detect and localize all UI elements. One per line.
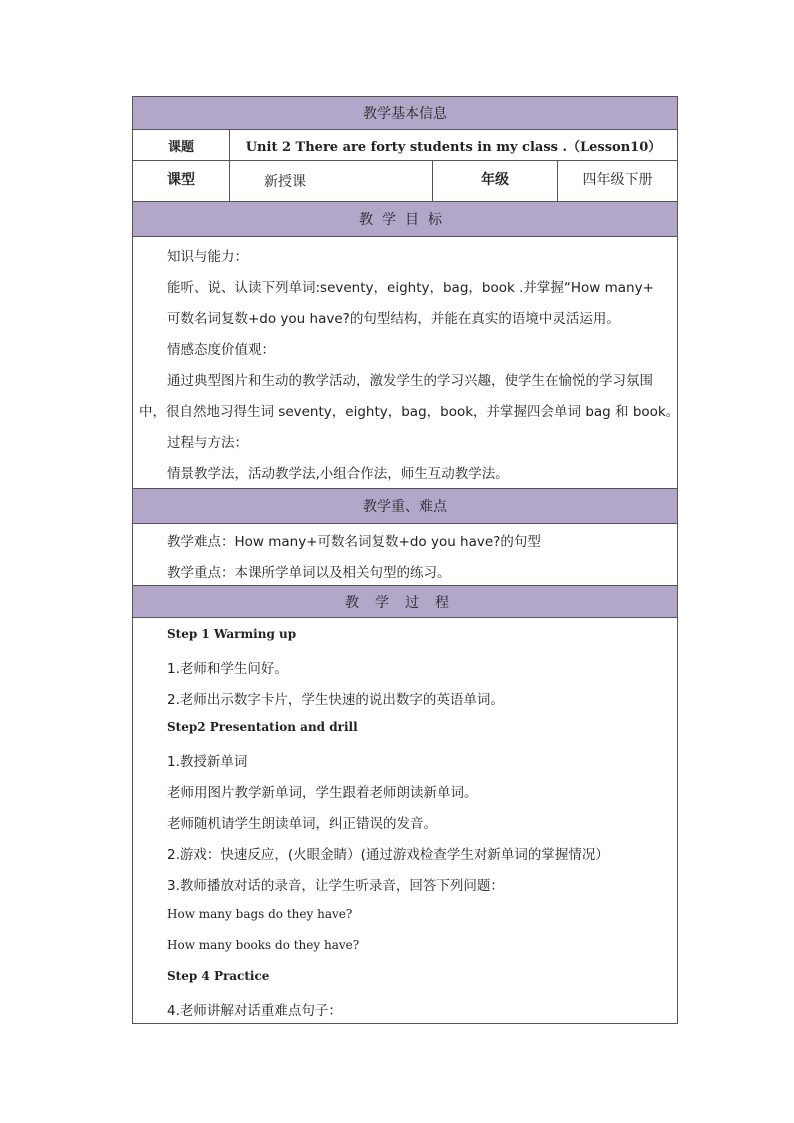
- course-label: 课题: [167, 139, 194, 155]
- course-value-cell: [230, 130, 677, 160]
- type-value-cell: [230, 161, 433, 201]
- process-line: 1.老师和学生问好。: [167, 661, 288, 677]
- process-line: 2.老师出示数字卡片，学生快速的说出数字的英语单词。: [167, 692, 504, 708]
- grade-value: 四年级下册: [582, 172, 653, 188]
- course-value: Unit 2 There are forty students in my class .（Lesson10）: [245, 139, 662, 155]
- goals-line: 能听、说、认读下列单词:seventy，eighty，bag，book .并掌握“How many+: [167, 280, 654, 296]
- grade-value-cell: [558, 161, 677, 201]
- section-header-process: [133, 586, 677, 618]
- process-step-heading: Step2 Presentation and drill: [167, 720, 358, 734]
- process-line: 老师用图片教学新单词，学生跟着老师朗读新单词。: [167, 785, 478, 801]
- key-points-body: [133, 524, 677, 586]
- section-header-key-points-text: 教学重、难点: [363, 499, 447, 515]
- goals-line: 通过典型图片和生动的教学活动，激发学生的学习兴趣，使学生在愉悦的学习氛围: [167, 373, 653, 389]
- process-question: How many books do they have?: [167, 938, 360, 952]
- section-header-goals: [133, 202, 677, 237]
- lesson-plan-table: [132, 96, 678, 1024]
- type-label: 课型: [167, 172, 195, 188]
- section-header-key-points: [133, 489, 677, 524]
- course-label-cell: [133, 130, 230, 160]
- type-label-cell: [133, 161, 230, 201]
- goals-body: [133, 237, 680, 489]
- process-step-heading: Step 4 Practice: [167, 969, 270, 983]
- goals-line: 情感态度价值观：: [167, 342, 275, 358]
- key-point-line: 教学重点：本课所学单词以及相关句型的练习。: [167, 565, 451, 581]
- goals-line: 过程与方法：: [167, 435, 248, 451]
- grade-label: 年级: [481, 172, 509, 188]
- grade-label-cell: [433, 161, 558, 201]
- goals-line: 可数名词复数+do you have?的句型结构，并能在真实的语境中灵活运用。: [167, 311, 620, 327]
- section-header-basic-info: [133, 97, 677, 130]
- key-point-line: 教学难点：How many+可数名词复数+do you have?的句型: [167, 534, 541, 550]
- process-line: 2.游戏：快速反应，(火眼金睛）(通过游戏检查学生对新单词的掌握情况）: [167, 847, 609, 863]
- process-step-heading: Step 1 Warming up: [167, 627, 297, 641]
- section-header-process-text: 教学过程: [345, 594, 465, 611]
- course-row: [133, 130, 677, 161]
- process-line: 1.教授新单词: [167, 754, 248, 770]
- goals-line: 中，很自然地习得生词 seventy，eighty，bag，book，并掌握四会单词 bag 和 book。: [139, 404, 680, 420]
- type-grade-row: [133, 161, 677, 202]
- section-header-basic-info-text: 教学基本信息: [363, 106, 447, 122]
- goals-line: 知识与能力：: [167, 249, 248, 265]
- process-line: 3.教师播放对话的录音，让学生听录音，回答下列问题：: [167, 878, 504, 894]
- process-question: How many bags do they have?: [167, 907, 353, 921]
- section-header-goals-text: 教学目标: [359, 212, 451, 228]
- process-line: 老师随机请学生朗读单词，纠正错误的发音。: [167, 816, 437, 832]
- type-value: 新授课: [264, 174, 306, 190]
- process-body: [133, 618, 677, 1023]
- goals-line: 情景教学法，活动教学法,小组合作法，师生互动教学法。: [167, 466, 509, 482]
- process-line: 4.老师讲解对话重难点句子：: [167, 1003, 342, 1019]
